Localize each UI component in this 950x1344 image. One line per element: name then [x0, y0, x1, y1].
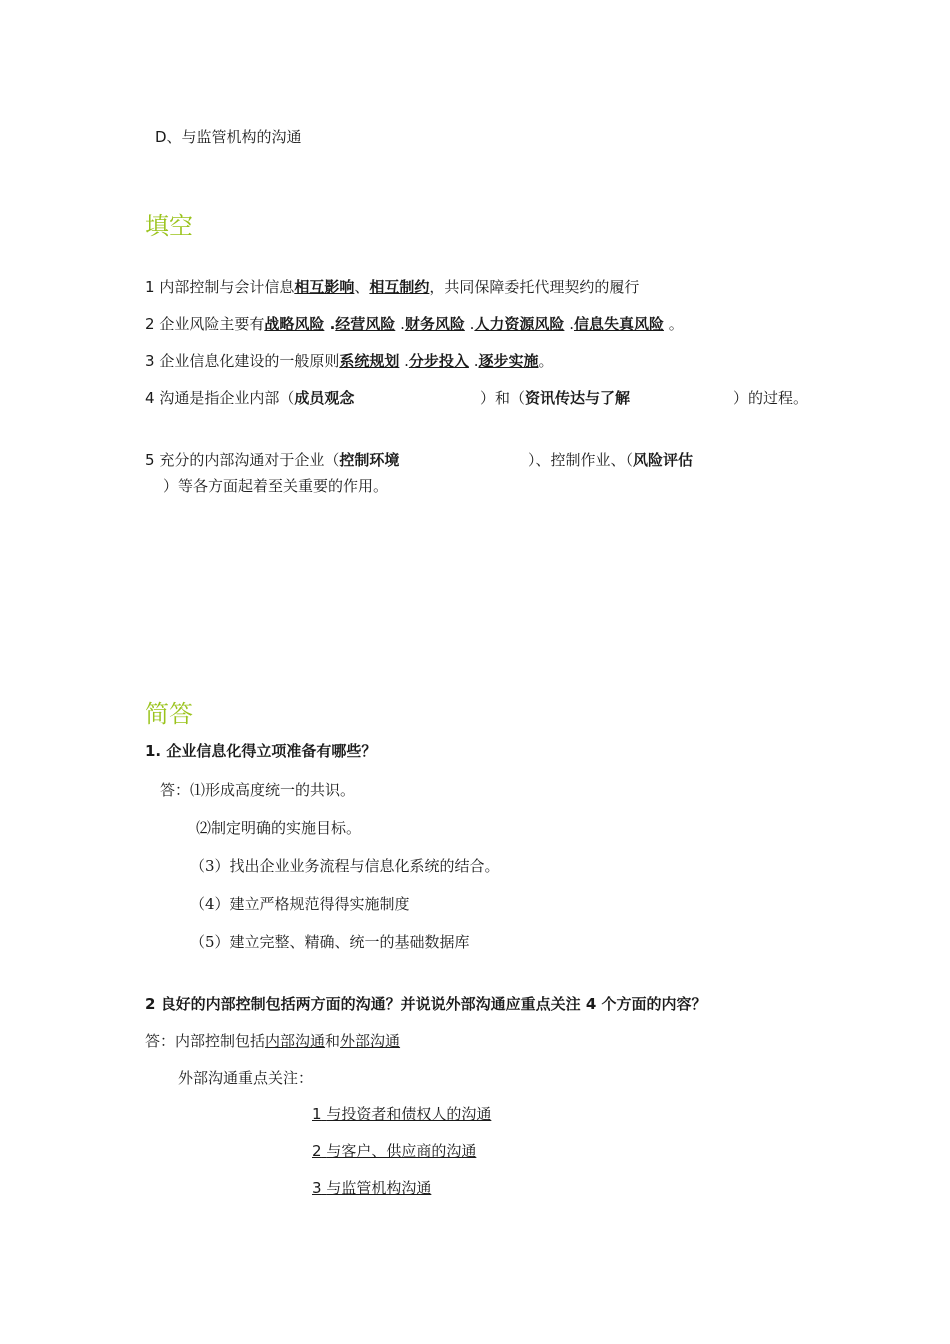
point-number: 3 [312, 1179, 322, 1197]
short-question-1-answer [160, 780, 355, 800]
fill-question-4-middle [480, 388, 630, 408]
question-number: 3 [145, 352, 155, 370]
question-text: 沟通是指企业内部（ [159, 389, 295, 407]
fill-question-2 [145, 314, 684, 334]
answer-underlined: 外部沟通 [340, 1032, 401, 1050]
separator: . [564, 315, 574, 333]
answer-underlined: 内部沟通 [265, 1032, 326, 1050]
question-number: 1 [145, 278, 155, 296]
answer-blank: 逐步实施 [478, 352, 539, 370]
answer-blank: 控制环境 [339, 451, 400, 469]
separator: . [399, 352, 409, 370]
answer-item: （4）建立严格规范得得实施制度 [190, 895, 410, 913]
short-question-2-answer [145, 1031, 400, 1051]
fill-question-4 [145, 388, 354, 408]
answer-text: 答：内部控制包括 [145, 1032, 266, 1050]
answer-blank: 信息失真风险 [573, 315, 664, 333]
short-question-2-title: 2 良好的内部控制包括两方面的沟通？并说说外部沟通应重点关注 4 个方面的内容？ [145, 995, 707, 1013]
separator: 、 [354, 278, 370, 296]
fill-question-5 [145, 450, 399, 470]
question-end: 。 [663, 315, 684, 333]
answer-blank: 分步投入 [408, 352, 469, 370]
answer-blank: 成员观念 [294, 389, 355, 407]
answer-blank: 相互影响 [294, 278, 355, 296]
focus-point [312, 1104, 491, 1124]
answer-blank: 财务风险 [404, 315, 465, 333]
point-text: 与监管机构沟通 [326, 1179, 432, 1197]
point-text: 与投资者和债权人的沟通 [326, 1105, 492, 1123]
question-text: ，共同保障委托代理契约的履行 [429, 278, 640, 296]
focus-label: 外部沟通重点关注： [178, 1069, 314, 1087]
answer-blank: 人力资源风险 [474, 315, 565, 333]
answer-item: ⑵制定明确的实施目标。 [196, 819, 362, 837]
question-text: ）和（ [480, 389, 526, 407]
focus-point [312, 1141, 476, 1161]
separator: . [324, 315, 336, 333]
answer-item: （5）建立完整、精确、统一的基础数据库 [190, 933, 470, 951]
answer-blank: 经营风险 [335, 315, 396, 333]
fill-question-5-middle [528, 450, 693, 470]
fill-question-3 [145, 351, 554, 371]
fill-question-4-end: ）的过程。 [733, 389, 809, 407]
question-end: 。 [538, 352, 554, 370]
answer-item: ⑴形成高度统一的共识。 [190, 781, 356, 799]
separator: . [468, 352, 479, 370]
answer-item: （3）找出企业业务流程与信息化系统的结合。 [190, 857, 500, 875]
point-number: 2 [312, 1142, 322, 1160]
point-text: 与客户、供应商的沟通 [326, 1142, 477, 1160]
separator: . [395, 315, 405, 333]
question-text: ）、控制作业、（ [528, 451, 634, 469]
fill-question-5-line2: ）等各方面起着至关重要的作用。 [163, 477, 389, 495]
option-d: D、与监管机构的沟通 [155, 128, 302, 146]
question-text: 企业信息化建设的一般原则 [159, 352, 340, 370]
question-text: 企业风险主要有 [159, 315, 265, 333]
answer-blank: 战略风险 [264, 315, 325, 333]
fill-question-1 [145, 277, 639, 297]
separator: . [464, 315, 475, 333]
question-number: 2 [145, 315, 155, 333]
short-answer-heading: 简答 [145, 700, 193, 728]
answer-text: 和 [325, 1032, 341, 1050]
answer-blank: 系统规划 [339, 352, 400, 370]
question-text: 内部控制与会计信息 [159, 278, 295, 296]
point-number: 1 [312, 1105, 322, 1123]
answer-label: 答： [160, 781, 191, 799]
focus-point [312, 1178, 431, 1198]
question-text: 充分的内部沟通对于企业（ [159, 451, 340, 469]
fill-blank-heading: 填空 [145, 212, 193, 240]
answer-blank: 风险评估 [633, 451, 694, 469]
short-question-1-title: 1. 企业信息化得立项准备有哪些？ [145, 742, 377, 760]
question-number: 5 [145, 451, 155, 469]
question-number: 4 [145, 389, 155, 407]
answer-blank: 资讯传达与了解 [525, 389, 631, 407]
answer-blank: 相互制约 [369, 278, 430, 296]
